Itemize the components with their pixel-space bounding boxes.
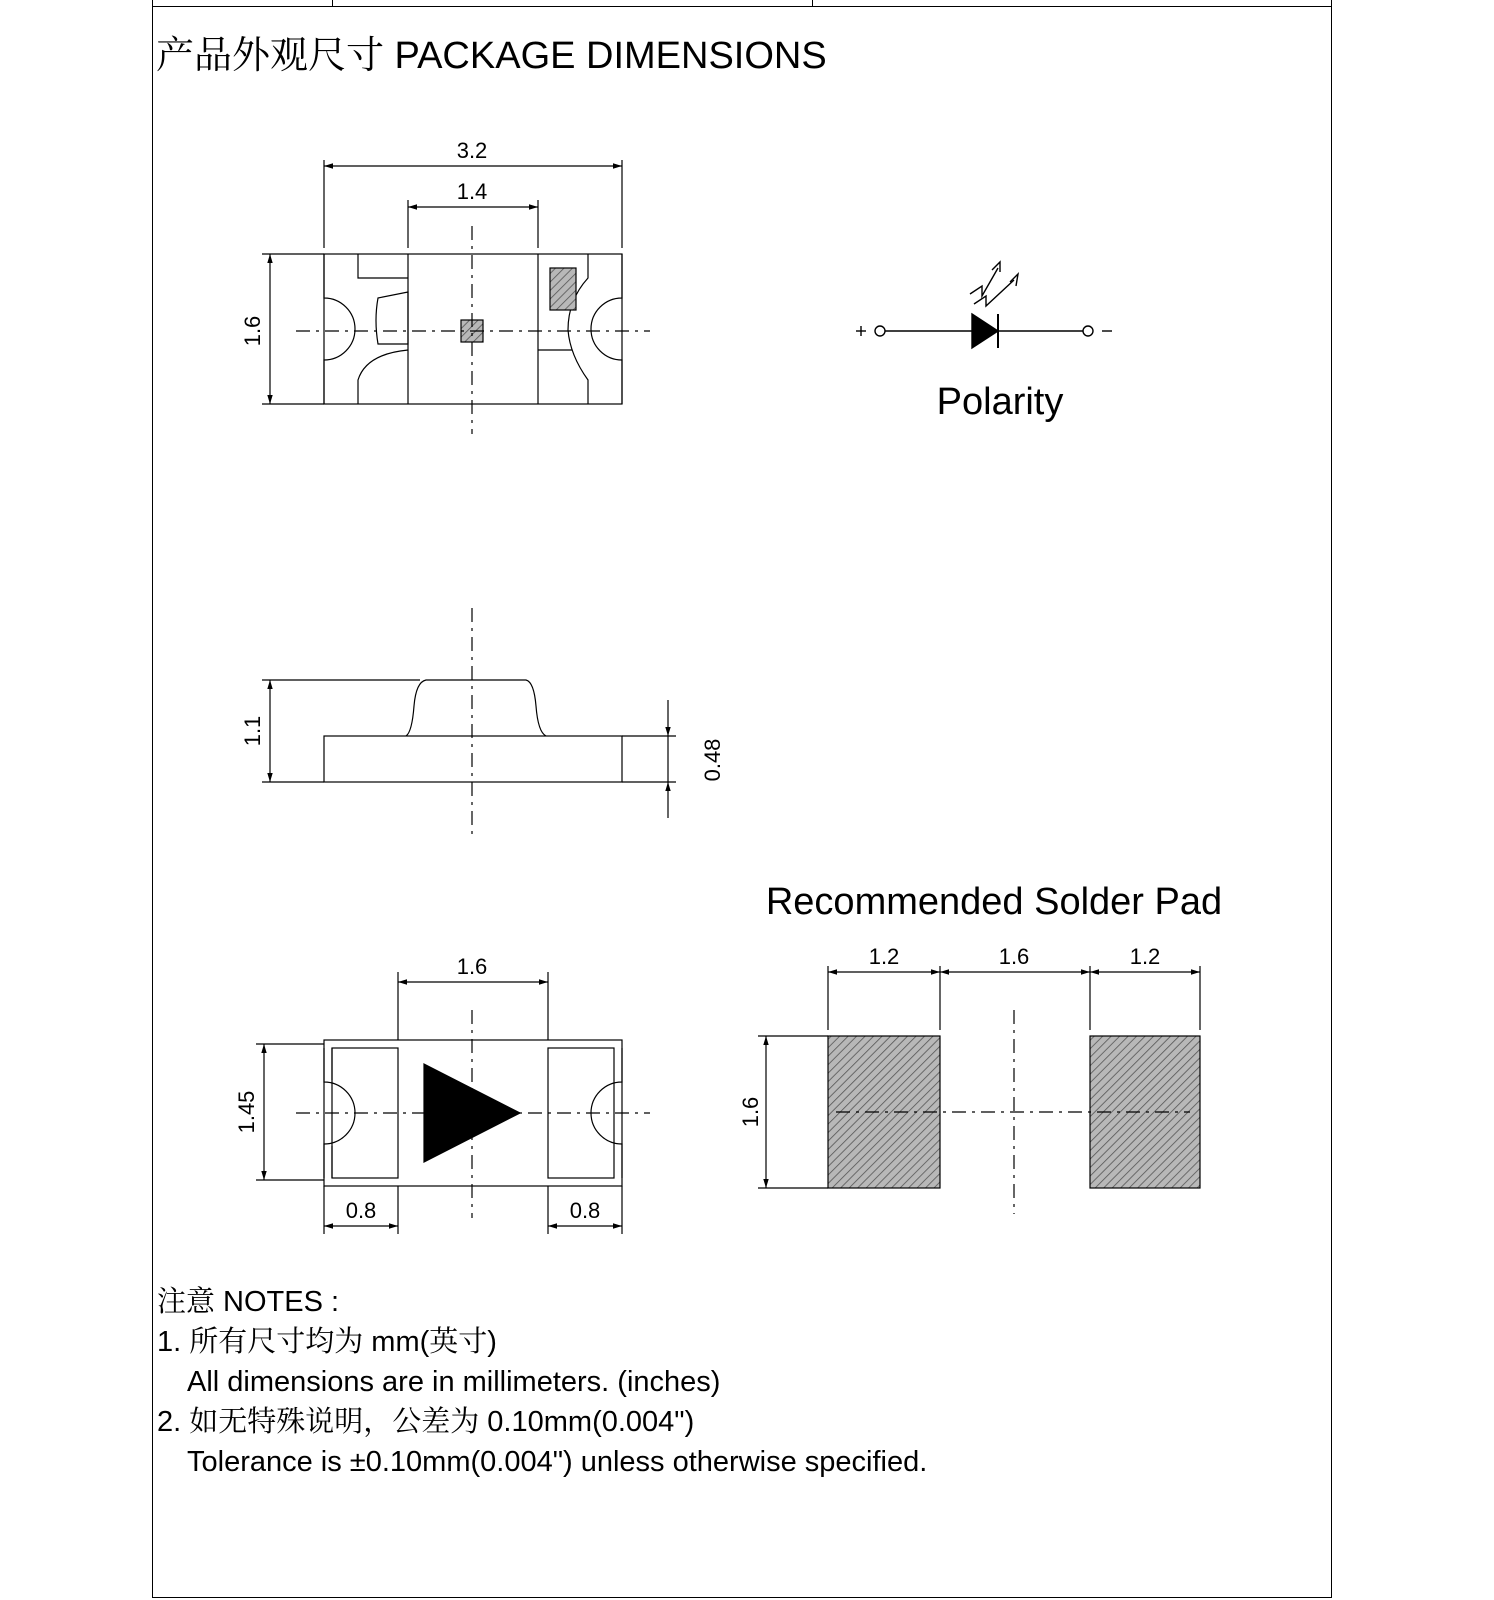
bottom-left-pad-label: 0.8	[345, 1198, 377, 1223]
side-base	[324, 736, 622, 782]
solder-pad	[758, 966, 1200, 1214]
side-view	[262, 608, 676, 834]
note-item-2	[157, 1402, 927, 1442]
note-text-en: All dimensions are in millimeters. (inches)	[187, 1366, 721, 1398]
note-text-zh: 如无特殊说明，公差为 0.10mm(0.004")	[189, 1406, 695, 1438]
bottom-right-pad-label: 0.8	[569, 1198, 601, 1223]
top-height-label: 1.6	[240, 315, 265, 347]
bottom-height-label: 1.45	[234, 1090, 259, 1134]
pad-gap-label: 1.6	[998, 944, 1030, 969]
pad-height-label: 1.6	[738, 1096, 763, 1128]
note-number: 1.	[157, 1326, 182, 1358]
note-item-1	[157, 1322, 927, 1362]
polarity-symbol	[856, 262, 1112, 348]
diode-triangle	[972, 314, 998, 348]
side-lens	[406, 680, 546, 736]
cathode-mark	[550, 268, 576, 310]
notes-heading: 注意 NOTES :	[157, 1286, 340, 1318]
page-title: 产品外观尺寸 PACKAGE DIMENSIONS	[156, 35, 827, 77]
note-text-en: Tolerance is ±0.10mm(0.004") unless otherwise specified.	[187, 1446, 928, 1478]
side-base-label: 0.48	[700, 738, 725, 782]
top-lens-label: 1.4	[456, 179, 488, 204]
note-text-zh: 所有尺寸均为 mm(英寸)	[189, 1326, 497, 1358]
solder-pad-title: Recommended Solder Pad	[765, 881, 1223, 923]
pad-right-width-label: 1.2	[1129, 944, 1161, 969]
top-width-label: 3.2	[456, 138, 488, 163]
note-number: 2.	[157, 1406, 182, 1438]
polarity-label: Polarity	[936, 381, 1064, 423]
bottom-view	[256, 972, 650, 1234]
side-height-label: 1.1	[240, 715, 265, 747]
notes-section	[157, 1282, 927, 1482]
pad-left-width-label: 1.2	[868, 944, 900, 969]
bottom-center-label: 1.6	[456, 954, 488, 979]
